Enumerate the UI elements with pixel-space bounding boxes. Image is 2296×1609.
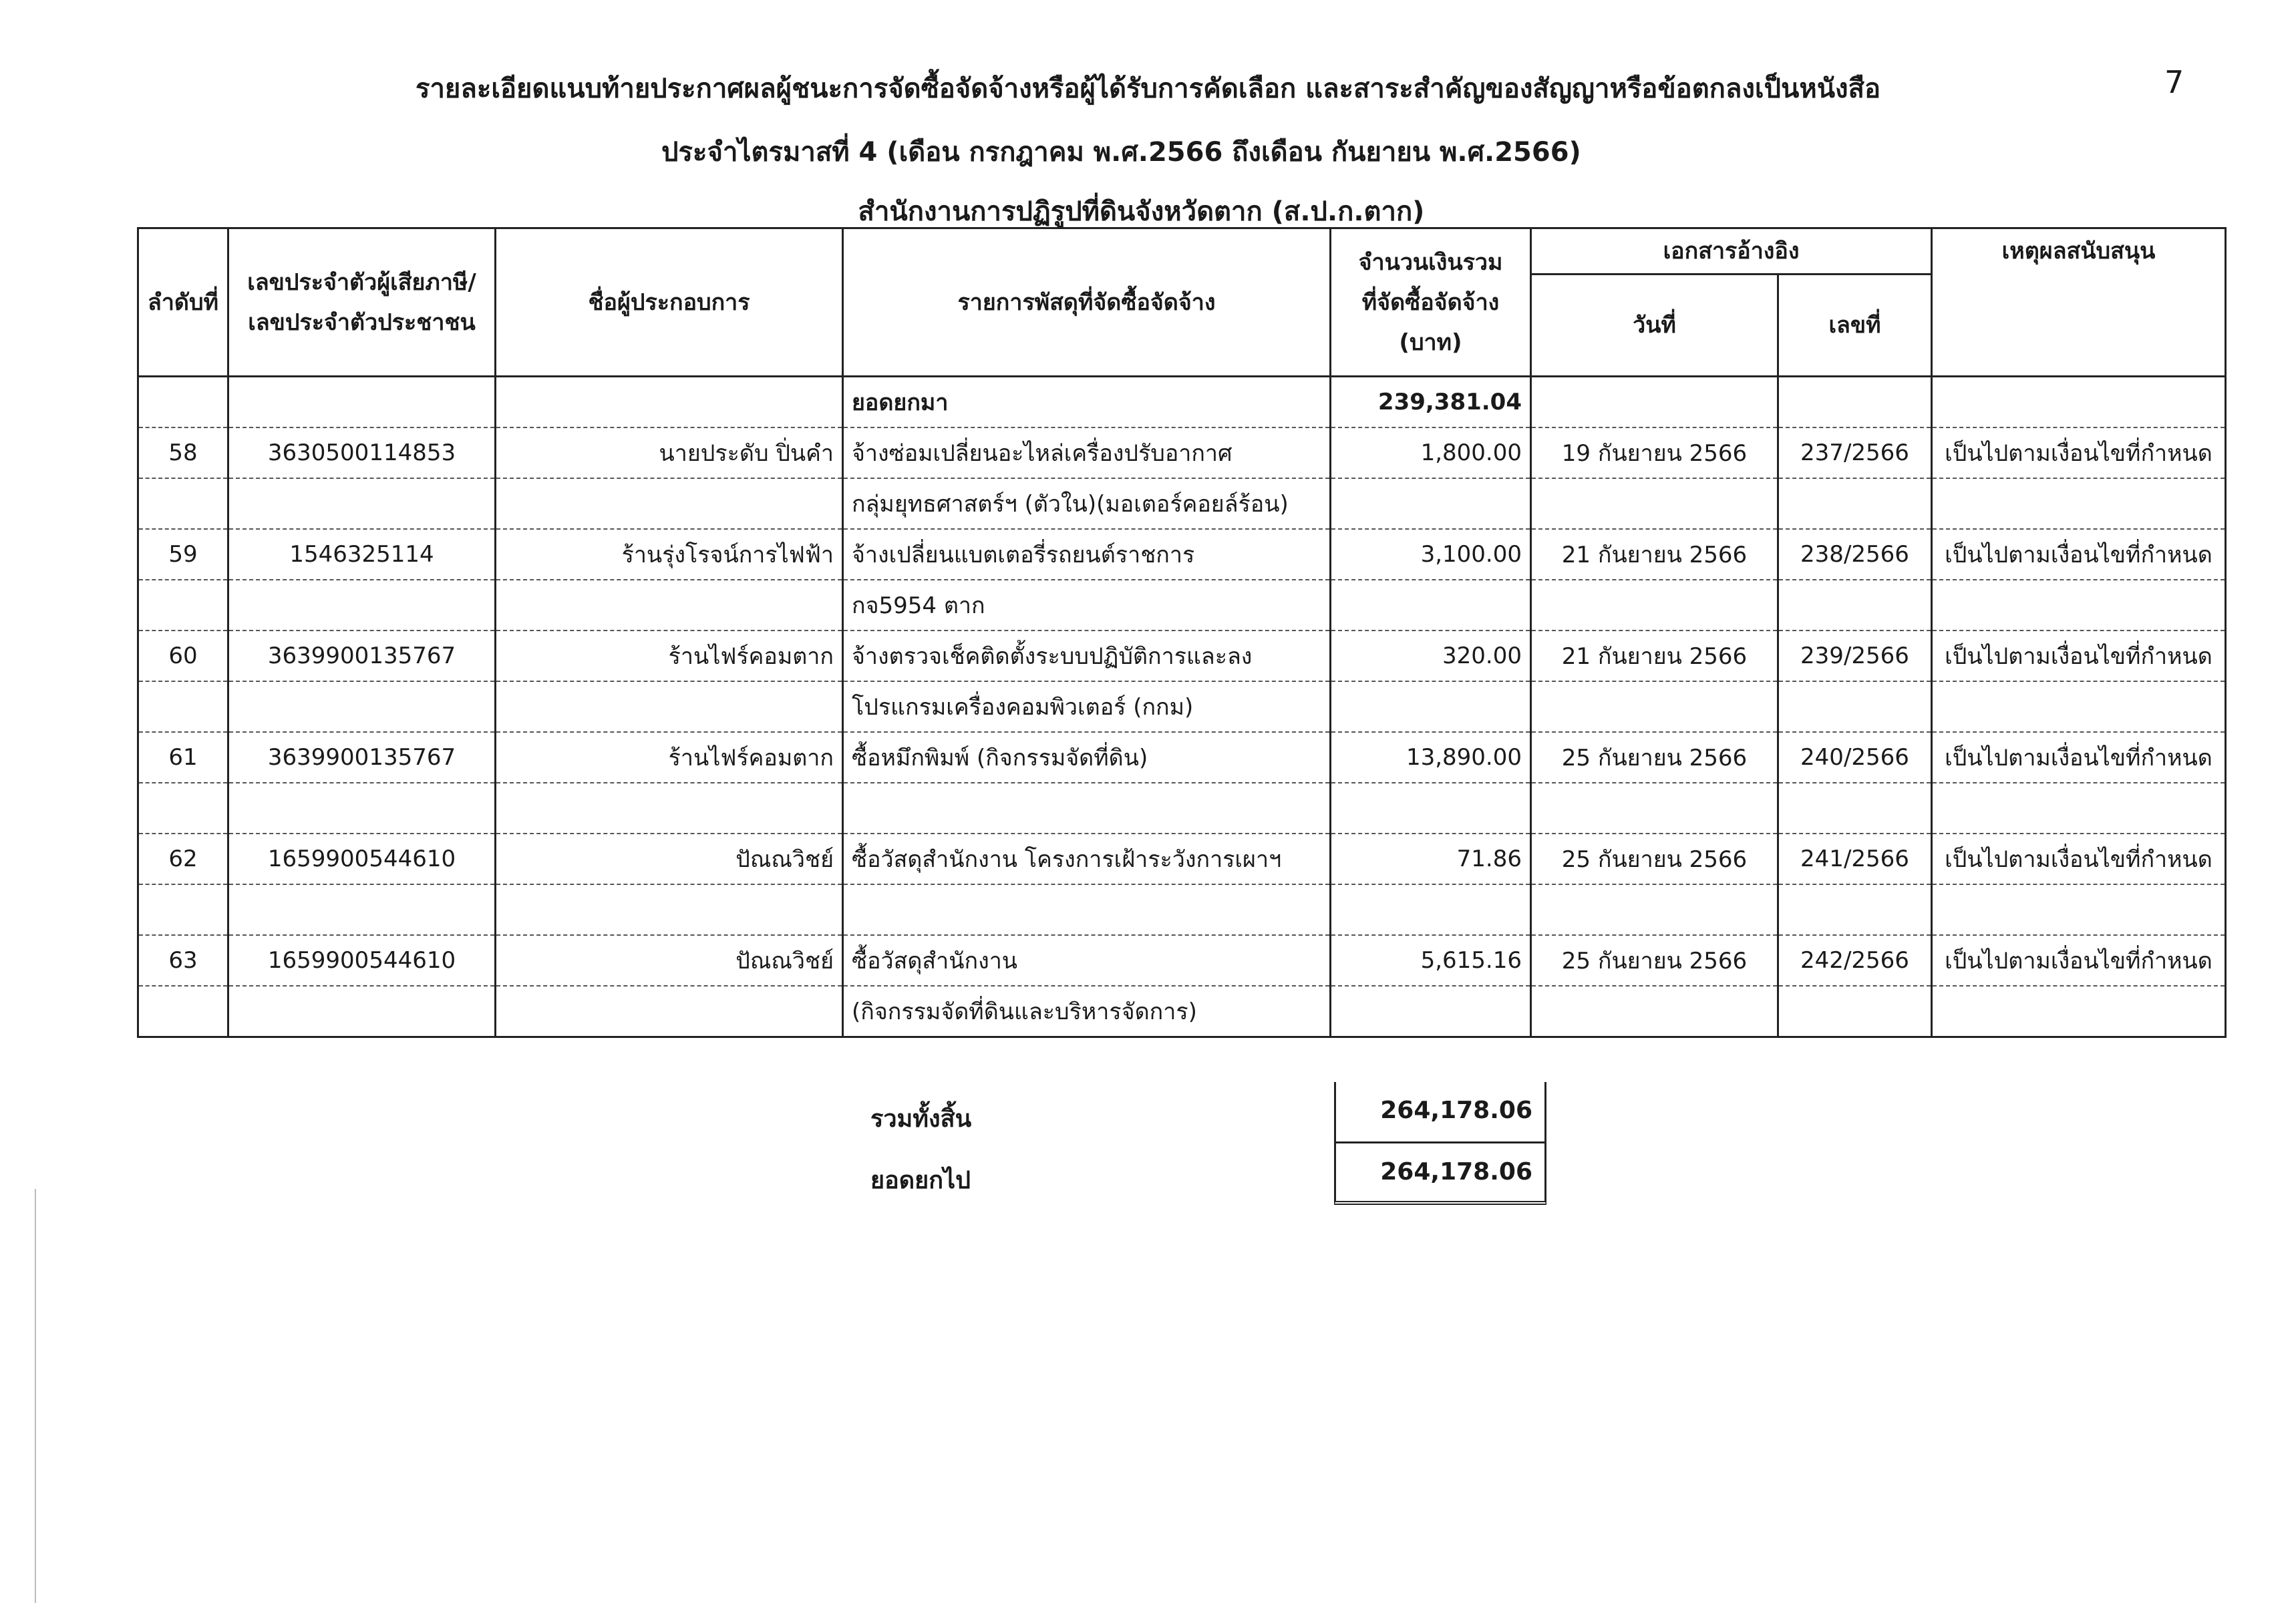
table-row-continuation: [138, 986, 2226, 1037]
col-vendor-header: ชื่อผู้ประกอบการ: [496, 228, 843, 377]
row-reason: เป็นไปตามเงื่อนไขที่กำหนด: [1932, 631, 2226, 681]
row-taxid: 1659900544610: [228, 834, 496, 884]
row-taxid: 3630500114853: [228, 427, 496, 478]
row-amount: 71.86: [1331, 834, 1531, 884]
table-row-continuation: [138, 884, 2226, 935]
col-ref-group-header: เอกสารอ้างอิง: [1531, 228, 1932, 275]
row-seq: 59: [138, 529, 228, 580]
table-row: [138, 529, 2226, 580]
col-taxid-header: เลขประจำตัวผู้เสียภาษี/ เลขประจำตัวประชาชน: [228, 228, 496, 377]
table-row-continuation: [138, 681, 2226, 732]
row-taxid: 3639900135767: [228, 631, 496, 681]
row-date: 25 กันยายน 2566: [1531, 834, 1778, 884]
grand-total-label: รวมทั้งสิ้น: [870, 1105, 972, 1133]
col-ref-no-header: เลขที่: [1778, 275, 1932, 377]
totals-block: [858, 1082, 1546, 1205]
col-amount-header: จำนวนเงินรวม ที่จัดซื้อจัดจ้าง (บาท): [1331, 228, 1531, 377]
row-reason: เป็นไปตามเงื่อนไขที่กำหนด: [1932, 529, 2226, 580]
office-name: สำนักงานการปฏิรูปที่ดินจังหวัดตาก (ส.ป.ก.ตาก): [858, 196, 1425, 227]
brought-forward-amount: 239,381.04: [1331, 377, 1531, 428]
row-vendor: ปัณณวิชย์: [496, 935, 843, 986]
row-seq: 60: [138, 631, 228, 681]
row-item: จ้างตรวจเช็คติดตั้งระบบปฏิบัติการและลง: [843, 631, 1331, 681]
row-vendor: ร้านรุ่งโรจน์การไฟฟ้า: [496, 529, 843, 580]
row-date: 19 กันยายน 2566: [1531, 427, 1778, 478]
table-row: [138, 631, 2226, 681]
row-ref-no: 242/2566: [1778, 935, 1932, 986]
col-ref-date-header: วันที่: [1531, 275, 1778, 377]
carry-forward-value: 264,178.06: [1334, 1143, 1546, 1205]
row-vendor: ร้านไฟร์คอมตาก: [496, 631, 843, 681]
row-item: ซื้อวัสดุสำนักงาน: [843, 935, 1331, 986]
row-taxid: 1659900544610: [228, 935, 496, 986]
row-item-line2: กลุ่มยุทธศาสตร์ฯ (ตัวใน)(มอเตอร์คอยล์ร้อน): [843, 478, 1331, 529]
row-date: 21 กันยายน 2566: [1531, 631, 1778, 681]
col-item-header: รายการพัสดุที่จัดซื้อจัดจ้าง: [843, 228, 1331, 377]
row-reason: เป็นไปตามเงื่อนไขที่กำหนด: [1932, 427, 2226, 478]
row-item: ซื้อวัสดุสำนักงาน โครงการเฝ้าระวังการเผาฯ: [843, 834, 1331, 884]
scan-margin-line: [35, 1189, 36, 1603]
row-item-line2: กจ5954 ตาก: [843, 580, 1331, 631]
row-ref-no: 238/2566: [1778, 529, 1932, 580]
row-vendor: นายประดับ ปิ่นคำ: [496, 427, 843, 478]
row-item: จ้างเปลี่ยนแบตเตอรี่รถยนต์ราชการ: [843, 529, 1331, 580]
row-taxid: 3639900135767: [228, 732, 496, 783]
row-date: 25 กันยายน 2566: [1531, 935, 1778, 986]
row-taxid: 1546325114: [228, 529, 496, 580]
row-item-line2: [843, 783, 1331, 834]
procurement-table: [137, 227, 2227, 1038]
row-seq: 63: [138, 935, 228, 986]
row-reason: เป็นไปตามเงื่อนไขที่กำหนด: [1932, 732, 2226, 783]
grand-total-value: 264,178.06: [1334, 1082, 1546, 1143]
row-amount: 3,100.00: [1331, 529, 1531, 580]
carry-forward-row: [858, 1143, 1546, 1205]
row-seq: 62: [138, 834, 228, 884]
table-row-continuation: [138, 478, 2226, 529]
row-seq: 58: [138, 427, 228, 478]
page-number: 7: [2164, 64, 2184, 100]
table-row: [138, 427, 2226, 478]
row-ref-no: 241/2566: [1778, 834, 1932, 884]
row-item-line2: โปรแกรมเครื่องคอมพิวเตอร์ (กกม): [843, 681, 1331, 732]
row-date: 25 กันยายน 2566: [1531, 732, 1778, 783]
table-row-continuation: [138, 783, 2226, 834]
row-amount: 13,890.00: [1331, 732, 1531, 783]
table-row: [138, 732, 2226, 783]
table-header: [138, 228, 2226, 377]
row-amount: 1,800.00: [1331, 427, 1531, 478]
row-ref-no: 240/2566: [1778, 732, 1932, 783]
table-row: [138, 935, 2226, 986]
brought-forward-label: ยอดยกมา: [843, 377, 1331, 428]
col-reason-header: เหตุผลสนับสนุน: [1932, 228, 2226, 377]
row-ref-no: 239/2566: [1778, 631, 1932, 681]
row-amount: 320.00: [1331, 631, 1531, 681]
row-ref-no: 237/2566: [1778, 427, 1932, 478]
row-reason: เป็นไปตามเงื่อนไขที่กำหนด: [1932, 935, 2226, 986]
col-seq-header: ลำดับที่: [138, 228, 228, 377]
table-row: [138, 834, 2226, 884]
row-vendor: ปัณณวิชย์: [496, 834, 843, 884]
row-vendor: ร้านไฟร์คอมตาก: [496, 732, 843, 783]
row-seq: 61: [138, 732, 228, 783]
quarter-subtitle: ประจำไตรมาสที่ 4 (เดือน กรกฎาคม พ.ศ.2566 ถึงเดือน กันยายน พ.ศ.2566): [661, 137, 1581, 168]
row-date: 21 กันยายน 2566: [1531, 529, 1778, 580]
brought-forward-row: [138, 377, 2226, 428]
table-row-continuation: [138, 580, 2226, 631]
row-item-line2: (กิจกรรมจัดที่ดินและบริหารจัดการ): [843, 986, 1331, 1037]
row-reason: เป็นไปตามเงื่อนไขที่กำหนด: [1932, 834, 2226, 884]
row-amount: 5,615.16: [1331, 935, 1531, 986]
grand-total-row: [858, 1082, 1546, 1143]
row-item: จ้างซ่อมเปลี่ยนอะไหล่เครื่องปรับอากาศ: [843, 427, 1331, 478]
row-item: ซื้อหมึกพิมพ์ (กิจกรรมจัดที่ดิน): [843, 732, 1331, 783]
document-title: รายละเอียดแนบท้ายประกาศผลผู้ชนะการจัดซื้อจัดจ้างหรือผู้ได้รับการคัดเลือก และสาระสำคัญของสัญญาหรือข้อตกลงเป็นหนังสือ: [415, 73, 1881, 104]
row-item-line2: [843, 884, 1331, 935]
carry-forward-label: ยอดยกไป: [870, 1167, 971, 1194]
